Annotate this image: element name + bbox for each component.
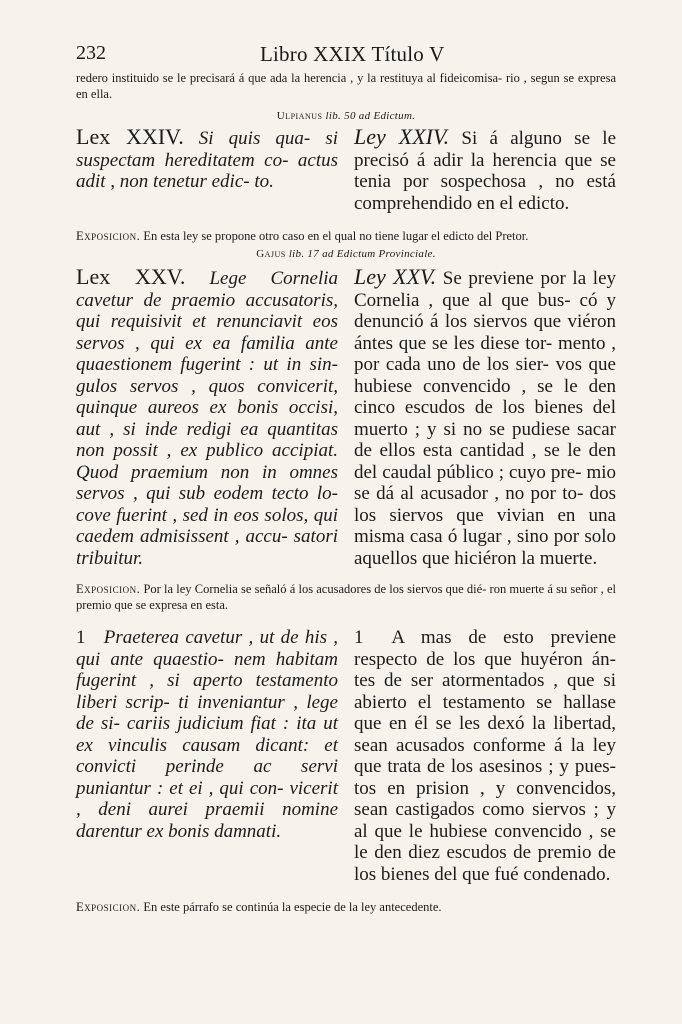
spanish-heading: Ley XXV. xyxy=(354,264,437,289)
spanish-heading: Ley XXIV. xyxy=(354,124,450,149)
latin-text: Praeterea cavetur , ut de his , qui ante quaestio- nem habitam fugerint , si aperto testamento liberi scrip- ti inveniantur , lege de si- cariis judicium fiat : ita ut ex vinculis causam dicant: et convicti perinde ac servi puniantur : et ei , qui con- vicerit , deni aurei praemii nomine darentur ex bonis damnati. xyxy=(76,627,339,842)
exposicion-text: Por la ley Cornelia se señaló á los acusadores de los siervos que dié- ron muerte á su señor , el premio que se expresa en esta. xyxy=(76,582,617,612)
source-reference: lib. 50 ad Edictum. xyxy=(325,110,416,122)
paragraph-number: 1 xyxy=(76,627,86,648)
law-row xyxy=(76,126,616,214)
page-number: 232 xyxy=(76,42,106,64)
page-header xyxy=(76,38,616,70)
exposicion-label: Exposicion. xyxy=(76,582,141,596)
source-citation xyxy=(76,110,616,122)
latin-column xyxy=(76,627,338,885)
spanish-text: A mas de esto previene respecto de los que huyéron án- tes de ser atormentados , que si abierto el testamento se hallase que en él se les dexó la libertad, sean acusados conforme á la ley que trata de los asesinos ; y pues- tos en prision , y convencidos, sean castigados como siervos ; y al que le hubiese convencido , se le den diez escudos de premio de los bienes del que fué condenado. xyxy=(354,627,617,885)
exposicion-paragraph xyxy=(76,899,616,915)
latin-text: Si quis qua- si suspectam hereditatem co- actus adit , non tenetur edic- to. xyxy=(76,128,339,192)
spanish-column xyxy=(354,266,616,569)
latin-column xyxy=(76,126,338,214)
source-reference: lib. 17 ad Edictum Provinciale. xyxy=(288,248,436,260)
spanish-text: Se previene por la ley Cornelia , que al que bus- có y denunció á los siervos que viéron ántes que se les diese tor- mento , por cada uno de los sier- vos que hubiese convencido , se le den cinco escudos de los bienes del muerto ; y si no se pudiese sacar de ellos esta cantidad , se le den del caudal público ; cuyo pre- mio se dá al acusador , no por to- dos los siervos que vivian en una misma casa ó lugar , sino por solo aquellos que hiciéron la muerte. xyxy=(354,268,616,569)
exposicion-text: En esta ley se propone otro caso en el qual no tiene lugar el edicto del Pretor. xyxy=(143,229,529,243)
spanish-column xyxy=(354,627,616,885)
latin-column xyxy=(76,266,338,569)
exposicion-paragraph xyxy=(76,228,616,244)
latin-text: Lege Cornelia cavetur de praemio accusatoris, qui requisivit et renunciavit eos servos , qui ex ea familia ante quaestionem fugerint : ut in sin- gulos servos , quos convicerit, quinque aureos ex bonis occisi, aut , si inde redigi ea quantitas non possit , ex publico accipiat. Quod praemium non in omnes servos , qui sub eodem tecto lo- cove fuerint , sed in eos solos, qui caedem admisissent , accu- satori tribuitur. xyxy=(76,268,339,569)
source-author: Gajus xyxy=(256,248,286,260)
source-citation xyxy=(76,248,616,260)
exposicion-label: Exposicion. xyxy=(76,900,141,914)
paragraph-number: 1 xyxy=(354,627,364,648)
running-title: Libro XXIX Título V xyxy=(260,42,445,66)
spanish-column xyxy=(354,126,616,214)
law-row xyxy=(76,266,616,569)
latin-heading: Lex XXIV. xyxy=(76,124,184,149)
page xyxy=(76,38,616,915)
spanish-text: Si á alguno se le precisó á adir la herencia que se tenia por sospechosa , no está comprehendido en el edicto. xyxy=(354,128,616,214)
exposicion-label: Exposicion. xyxy=(76,229,141,243)
latin-heading: Lex XXV. xyxy=(76,264,186,289)
exposicion-text: En este párrafo se continúa la especie de la ley antecedente. xyxy=(143,900,442,914)
source-author: Ulpianus xyxy=(276,110,323,122)
paragraph-row xyxy=(76,627,616,885)
exposicion-paragraph xyxy=(76,581,616,613)
carryover-paragraph: redero instituido se le precisará á que ada la herencia , y la restituya al fideicomisa- rio , segun se expresa en ella. xyxy=(76,71,616,101)
